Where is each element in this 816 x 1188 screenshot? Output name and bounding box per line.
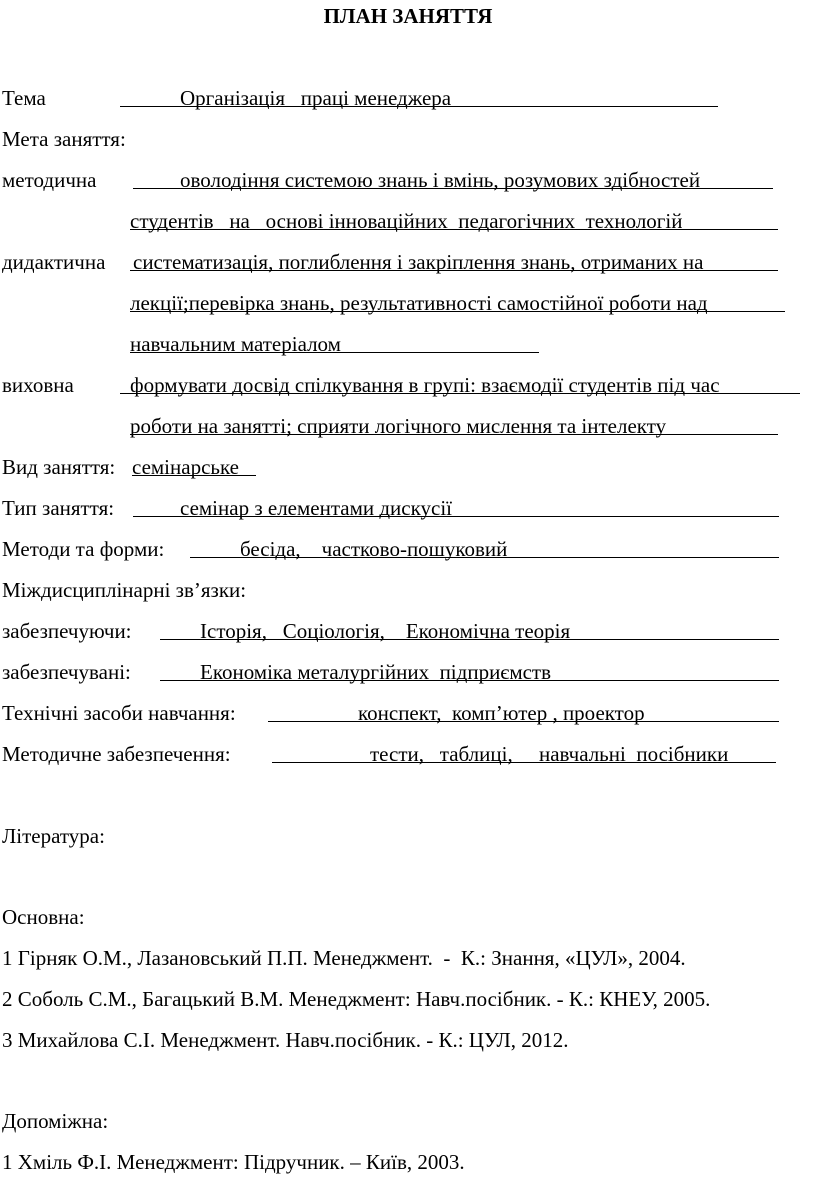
page-title: ПЛАН ЗАНЯТТЯ bbox=[323, 4, 493, 28]
provided-value: Економіка металургійних підприємств bbox=[200, 660, 552, 684]
topic-label: Тема bbox=[2, 86, 46, 110]
methodical-support-value: тести, таблиці, навчальні посібники bbox=[370, 742, 729, 766]
main-ref-1: 1 Гірняк О.М., Лазановський П.П. Менеджмент. - К.: Знання, «ЦУЛ», 2004. bbox=[2, 946, 686, 970]
topic-value: Організація праці менеджера bbox=[180, 86, 452, 110]
main-ref-3: 3 Михайлова С.І. Менеджмент. Навч.посібник. - К.: ЦУЛ, 2012. bbox=[2, 1028, 569, 1052]
didactic-line-2: лекції;перевірка знань, результативності самостійної роботи над bbox=[130, 291, 708, 315]
didactic-label: дидактична bbox=[2, 250, 106, 274]
lesson-type-value: семінар з елементами дискусії bbox=[180, 496, 453, 520]
providing-value: Історія, Соціологія, Економічна теорія bbox=[200, 619, 571, 643]
interdisciplinary-label: Міждисциплінарні зв’язки: bbox=[2, 578, 247, 602]
aux-ref-1: 1 Хміль Ф.І. Менеджмент: Підручник. – Київ, 2003. bbox=[2, 1150, 465, 1174]
methodical-line-2: студентів на основі інноваційних педагогічних технологій bbox=[130, 209, 683, 233]
goal-label: Мета заняття: bbox=[2, 127, 126, 151]
technical-value: конспект, комп’ютер , проектор bbox=[358, 701, 645, 725]
methods-value: бесіда, частково-пошуковий bbox=[240, 537, 508, 561]
methodical-line-1: оволодіння системою знань і вмінь, розумових здібностей bbox=[180, 168, 701, 192]
technical-label: Технічні засоби навчання: bbox=[2, 701, 236, 725]
methods-label: Методи та форми: bbox=[2, 537, 165, 561]
educational-line-1: формувати досвід спілкування в групі: взаємодії студентів під час bbox=[130, 373, 720, 397]
didactic-line-1: систематизація, поглиблення і закріплення знань, отриманих на bbox=[133, 250, 704, 274]
aux-label: Допоміжна: bbox=[2, 1109, 109, 1133]
literature-label: Література: bbox=[2, 824, 105, 848]
lesson-kind-label: Вид заняття: bbox=[2, 455, 116, 479]
didactic-line-3: навчальним матеріалом bbox=[130, 332, 341, 356]
main-ref-2: 2 Соболь С.М., Багацький В.М. Менеджмент: Навч.посібник. - К.: КНЕУ, 2005. bbox=[2, 987, 711, 1011]
main-label: Основна: bbox=[2, 905, 85, 929]
methodical-label: методична bbox=[2, 168, 97, 192]
provided-label: забезпечувані: bbox=[2, 660, 131, 684]
educational-line-2: роботи на занятті; сприяти логічного мислення та інтелекту bbox=[130, 414, 667, 438]
methodical-support-label: Методичне забезпечення: bbox=[2, 742, 231, 766]
lesson-type-label: Тип заняття: bbox=[2, 496, 115, 520]
providing-label: забезпечуючи: bbox=[2, 619, 132, 643]
lesson-kind-value: семінарське bbox=[132, 455, 239, 479]
educational-label: виховна bbox=[2, 373, 74, 397]
